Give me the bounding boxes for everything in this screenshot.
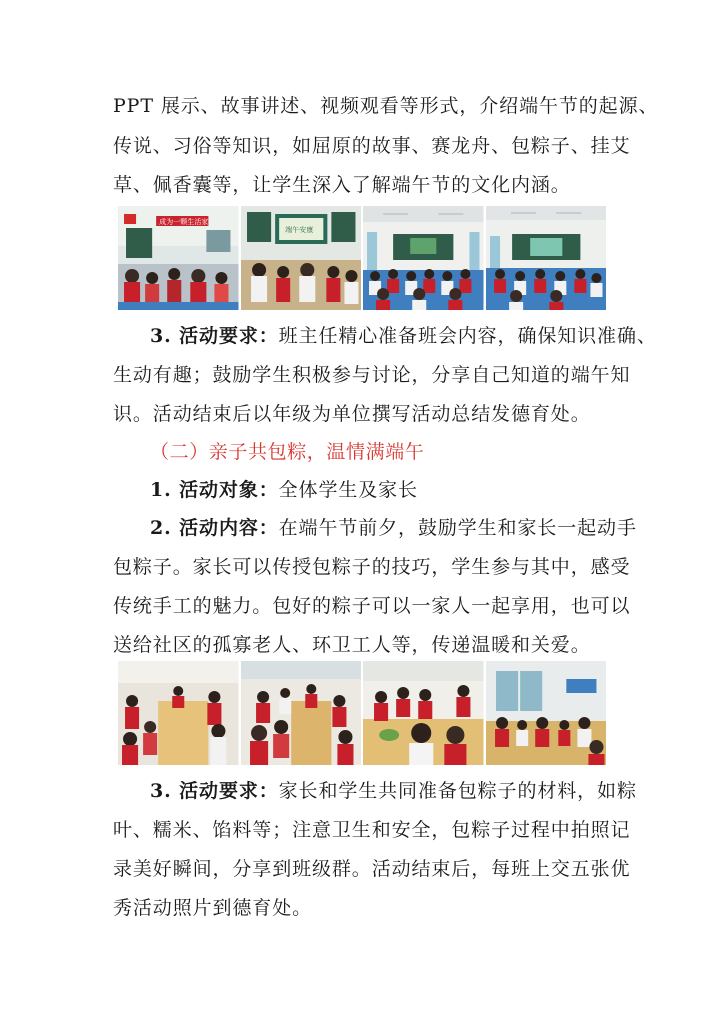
activity-content-line [150,516,637,540]
class-meeting-photo [363,206,484,310]
requirement-label: 3. 活动要求： [150,325,279,347]
paragraph-line: 传统手工的魅力。包好的粽子可以一家人一起享用，也可以 [113,595,631,617]
paragraph-line: 生动有趣；鼓励学生积极参与讨论，分享自己知道的端午知 [113,364,631,386]
target-text: 全体学生及家长 [278,479,418,501]
paragraph-line: 秀活动照片到德育处。 [113,897,313,919]
photo-row-zongzi [118,661,606,765]
zongzi-activity-photo [241,661,362,765]
class-meeting-photo [118,206,239,310]
requirement-label: 3. 活动要求： [150,780,279,802]
paragraph-line: 叶、糯米、馅料等；注意卫生和安全，包粽子过程中拍照记 [113,819,631,841]
class-meeting-photo [486,206,607,310]
activity-target-line [150,478,615,502]
paragraph-line: 草、佩香囊等，让学生深入了解端午节的文化内涵。 [113,174,571,196]
paragraph-line: 识。活动结束后以年级为单位撰写活动总结发德育处。 [113,403,591,425]
screen-text: 端午安康 [284,225,313,234]
paragraph-line: 送给社区的孤寡老人、环卫工人等，传递温暖和关爱。 [113,634,591,656]
paragraph-line: 录美好瞬间，分享到班级群。活动结束后，每班上交五张优 [113,858,631,880]
class-meeting-photo [241,206,362,310]
zongzi-activity-photo [118,661,239,765]
zongzi-activity-photo [363,661,484,765]
paragraph-line: 传说、习俗等知识，如屈原的故事、赛龙舟、包粽子、挂艾 [113,135,631,157]
content-label: 2. 活动内容： [150,517,279,539]
content-text: 在端午节前夕，鼓励学生和家长一起动手 [278,517,637,539]
paragraph-line: 包粽子。家长可以传授包粽子的技巧，学生参与其中，感受 [113,556,631,578]
section-heading: （二）亲子共包粽，温情满端午 [150,441,425,463]
requirement-text: 家长和学生共同准备包粽子的材料，如粽 [278,780,637,802]
paragraph-line: PPT 展示、故事讲述、视频观看等形式，介绍端午节的起源、 [113,95,659,117]
requirement-line [150,779,637,803]
requirement-line [150,324,657,348]
banner-text: 成为一颗生活家 [159,217,209,226]
photo-row-class-meeting [118,206,606,310]
zongzi-activity-photo [486,661,607,765]
requirement-text: 班主任精心准备班会内容，确保知识准确、 [278,325,657,347]
target-label: 1. 活动对象： [150,479,279,501]
